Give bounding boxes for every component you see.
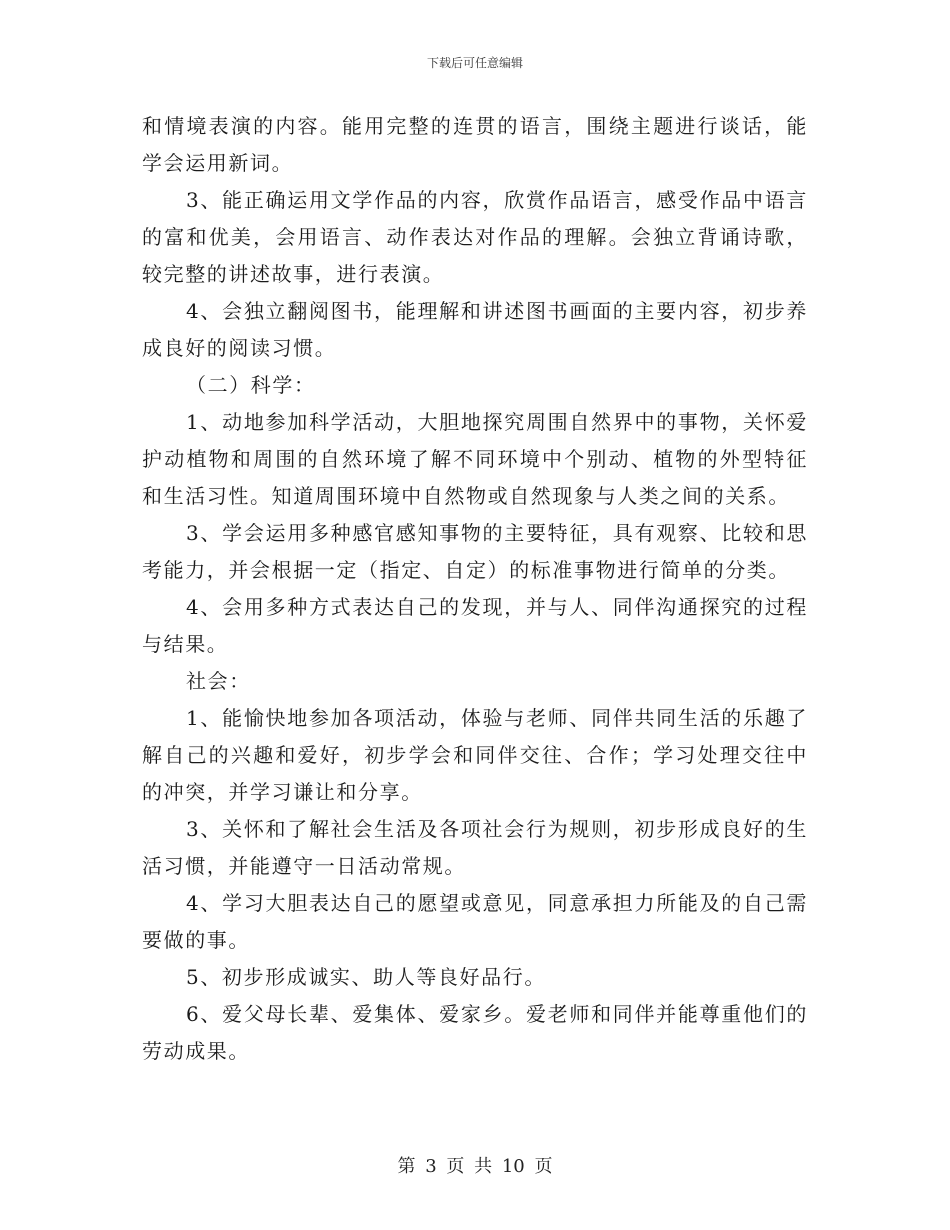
paragraph-science-item-1: 1、动地参加科学活动，大胆地探究周围自然界中的事物，关怀爱护动植物和周围的自然环境了解不同环境中个别动、植物的外型特征和生活习性。知道周围环境中自然物或自然现象与人类之间的关系。	[142, 410, 808, 508]
document-body	[142, 108, 808, 1070]
paragraph-science-item-3: 3、学会运用多种感官感知事物的主要特征，具有观察、比较和思考能力，并会根据一定（指定、自定）的标准事物进行简单的分类。	[142, 521, 808, 582]
header-note: 下载后可任意编辑	[426, 56, 523, 70]
section-heading-society: 社会：	[186, 669, 251, 693]
paragraph-society-item-3: 3、关怀和了解社会生活及各项社会行为规则，初步形成良好的生活习惯，并能遵守一日活动常规。	[142, 817, 808, 878]
paragraph-language-item-3: 3、能正确运用文学作品的内容，欣赏作品语言，感受作品中语言的富和优美，会用语言、动作表达对作品的理解。会独立背诵诗歌，较完整的讲述故事，进行表演。	[142, 188, 808, 286]
paragraph-society-item-1: 1、能愉快地参加各项活动，体验与老师、同伴共同生活的乐趣了解自己的兴趣和爱好，初步学会和同伴交往、合作；学习处理交往中的冲突，并学习谦让和分享。	[142, 706, 808, 804]
page-number-footer: 第 3 页 共 10 页	[397, 1156, 553, 1177]
paragraph-society-item-4: 4、学习大胆表达自己的愿望或意见，同意承担力所能及的自己需要做的事。	[142, 891, 808, 952]
paragraph-language-continued: 和情境表演的内容。能用完整的连贯的语言，围绕主题进行谈话，能学会运用新词。	[142, 114, 808, 175]
section-heading-science: （二）科学：	[186, 373, 316, 397]
paragraph-language-item-4: 4、会独立翻阅图书，能理解和讲述图书画面的主要内容，初步养成良好的阅读习惯。	[142, 299, 808, 360]
paragraph-society-item-5: 5、初步形成诚实、助人等良好品行。	[186, 965, 546, 989]
paragraph-science-item-4: 4、会用多种方式表达自己的发现，并与人、同伴沟通探究的过程与结果。	[142, 595, 808, 656]
paragraph-society-item-6: 6、爱父母长辈、爱集体、爱家乡。爱老师和同伴并能尊重他们的劳动成果。	[142, 1002, 808, 1063]
